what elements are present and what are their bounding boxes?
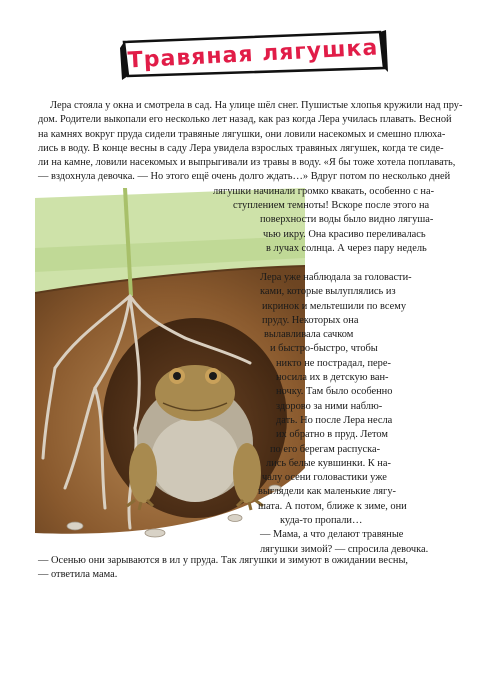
text-line: Лера уже наблюдала за головасти-: [260, 272, 412, 283]
story-text-top: [38, 99, 468, 256]
text-line: и быстро-быстро, чтобы: [270, 343, 378, 355]
text-line: в лучах солнца. А через пару недель: [266, 242, 427, 254]
text-line: — Мама, а что делают травяные: [260, 529, 404, 541]
text-line: пруду. Некоторых она: [262, 314, 359, 326]
text-line: по его берегам распуска-: [270, 443, 381, 455]
text-line: ками, которые вылуплялись из: [260, 286, 396, 298]
text-line: чалу осени головастики уже: [262, 472, 387, 484]
text-line: чью икру. Она красиво переливалась: [263, 228, 426, 240]
story-text-bottom: [38, 554, 468, 583]
text-line: здорово за ними наблю-: [276, 400, 383, 412]
text-line: их обратно в пруд. Летом: [276, 429, 388, 441]
text-line: — ответила мама.: [38, 569, 118, 581]
text-line: дать. Но после Лера несла: [276, 414, 393, 426]
text-line: — вздохнула девочка. — Но этого ещё очень долго ждать…» Вдруг потом по несколько дней: [38, 171, 451, 183]
text-line: лягушки начинали громко квакать, особенно с на-: [213, 185, 435, 197]
text-line: куда-то пропали…: [280, 515, 363, 527]
text-line: лягушки зимой? — спросила девочка.: [260, 543, 429, 555]
text-line: поверхности воды было видно лягуша-: [260, 214, 434, 226]
text-line: на камнях вокруг пруда сидели травяные лягушки, они ловили насекомых и смешно плюха-: [38, 128, 446, 140]
text-line: вылавливала сачком: [264, 329, 354, 341]
text-line: лись белые кувшинки. К на-: [266, 457, 391, 469]
text-line: выглядели как маленькие лягу-: [258, 486, 396, 498]
text-line: ступлением темноты! Вскоре после этого на: [233, 200, 430, 212]
page-title: Травяная лягушка: [127, 34, 379, 74]
story-text-right: [258, 271, 473, 557]
text-line: шата. А потом, ближе к зиме, они: [258, 500, 407, 512]
text-line: Лера стояла у окна и смотрела в сад. На улице шёл снег. Пушистые хлопья кружили над пру-: [50, 100, 463, 111]
text-line: носила их в детскую ван-: [276, 372, 389, 384]
text-line: икринок и мельтешили по всему: [262, 300, 407, 312]
text-line: — Осенью они зарываются в ил у пруда. Так лягушки и зимуют в ожидании весны,: [38, 555, 409, 566]
text-line: ли на камне, ловили насекомых и выпрыгивали из травы в воду. «Я бы тоже хотела поплавать,: [38, 157, 456, 169]
text-line: никто не пострадал, пере-: [276, 357, 391, 369]
text-line: ночку. Там было особенно: [276, 386, 393, 398]
text-line: дом. Родители выкопали его несколько лет назад, как раз когда Лера училась плавать. Весной: [38, 114, 452, 126]
title-banner: [118, 28, 388, 80]
text-line: лись в воду. В конце весны в саду Лера увидела взрослых травяных лягушек, когда те сиде-: [38, 142, 444, 154]
